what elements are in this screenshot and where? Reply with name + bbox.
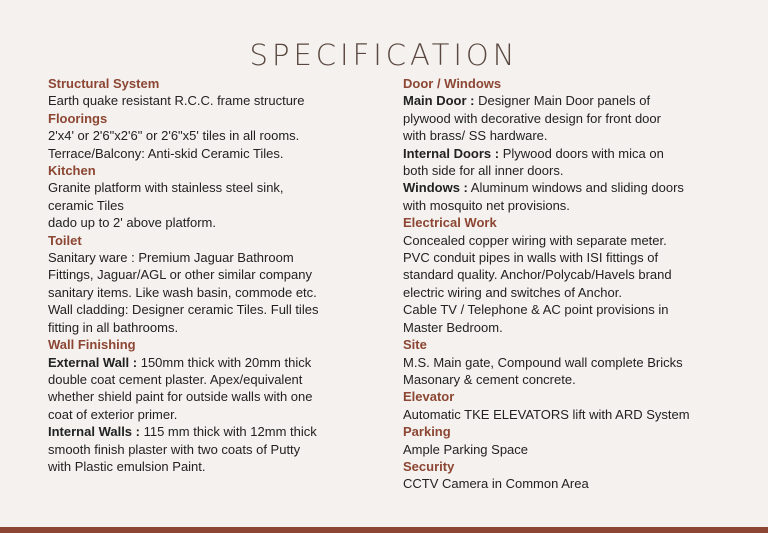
kitchen-line: Granite platform with stainless steel sink, <box>48 180 284 196</box>
internal-wall-text: 115 mm thick with 12mm thick <box>139 424 317 440</box>
left-column <box>48 75 388 475</box>
internal-wall-line: with Plastic emulsion Paint. <box>48 458 206 474</box>
toilet-line: Fittings, Jaguar/AGL or other similar company <box>48 267 312 283</box>
internal-wall-line <box>48 423 388 440</box>
windows-line <box>403 179 738 196</box>
floorings-line: 2'x4' or 2'6"x2'6" or 2'6"x5' tiles in all rooms. <box>48 128 300 144</box>
external-wall-label: External Wall : <box>48 354 138 370</box>
main-door-text: Designer Main Door panels of <box>474 93 651 109</box>
structural-line: Earth quake resistant R.C.C. frame structure <box>48 93 305 109</box>
main-door-label: Main Door : <box>403 93 475 109</box>
external-wall-line <box>48 354 388 371</box>
heading-site: Site <box>403 337 427 353</box>
parking-line: Ample Parking Space <box>403 441 529 457</box>
heading-security: Security <box>403 458 455 474</box>
internal-wall-label: Internal Walls : <box>48 424 140 440</box>
kitchen-line: ceramic Tiles <box>48 197 124 213</box>
electrical-line: electric wiring and switches of Anchor. <box>403 284 622 300</box>
right-column <box>403 75 738 493</box>
heading-kitchen: Kitchen <box>48 163 96 179</box>
heading-elevator: Elevator <box>403 389 455 405</box>
heading-structural: Structural System <box>48 76 160 91</box>
site-line: M.S. Main gate, Compound wall complete Bricks <box>403 354 683 370</box>
internal-doors-label: Internal Doors : <box>403 145 500 161</box>
heading-floorings: Floorings <box>48 110 108 126</box>
electrical-line: Master Bedroom. <box>403 319 503 335</box>
internal-doors-text: Plywood doors with mica on <box>499 145 664 161</box>
floorings-line: Terrace/Balcony: Anti-skid Ceramic Tiles. <box>48 145 284 161</box>
heading-door-windows: Door / Windows <box>403 76 502 91</box>
windows-label: Windows : <box>403 180 468 196</box>
external-wall-line: coat of exterior primer. <box>48 406 178 422</box>
page-title: SPECIFICATION <box>249 38 519 72</box>
internal-doors-line <box>403 145 738 162</box>
external-wall-line: whether shield paint for outside walls with one <box>48 389 313 405</box>
security-line: CCTV Camera in Common Area <box>403 476 589 492</box>
toilet-line: Sanitary ware : Premium Jaguar Bathroom <box>48 250 294 266</box>
internal-wall-line: smooth finish plaster with two coats of Putty <box>48 441 301 457</box>
windows-text: Aluminum windows and sliding doors <box>467 180 684 196</box>
kitchen-line: dado up to 2' above platform. <box>48 215 216 231</box>
toilet-line: fitting in all bathrooms. <box>48 319 179 335</box>
toilet-line: Wall cladding: Designer ceramic Tiles. Full tiles <box>48 302 319 318</box>
heading-parking: Parking <box>403 424 451 440</box>
internal-doors-line: both side for all inner doors. <box>403 163 564 179</box>
main-door-line: plywood with decorative design for front door <box>403 110 661 126</box>
heading-electrical: Electrical Work <box>403 215 497 231</box>
electrical-line: standard quality. Anchor/Polycab/Havels brand <box>403 267 672 283</box>
external-wall-text: 150mm thick with 20mm thick <box>137 354 312 370</box>
elevator-line: Automatic TKE ELEVATORS lift with ARD System <box>403 406 690 422</box>
electrical-line: Cable TV / Telephone & AC point provisions in <box>403 302 669 318</box>
electrical-line: PVC conduit pipes in walls with ISI fittings of <box>403 250 659 266</box>
external-wall-line: double coat cement plaster. Apex/equivalent <box>48 371 303 387</box>
heading-wall-finishing: Wall Finishing <box>48 337 136 353</box>
electrical-line: Concealed copper wiring with separate meter. <box>403 232 667 248</box>
toilet-line: sanitary items. Like wash basin, commode etc. <box>48 284 317 300</box>
main-door-line: with brass/ SS hardware. <box>403 128 548 144</box>
bottom-accent-bar <box>0 527 768 533</box>
main-door-line <box>403 92 738 109</box>
site-line: Masonary & cement concrete. <box>403 371 576 387</box>
heading-toilet: Toilet <box>48 232 82 248</box>
windows-line: with mosquito net provisions. <box>403 197 570 213</box>
